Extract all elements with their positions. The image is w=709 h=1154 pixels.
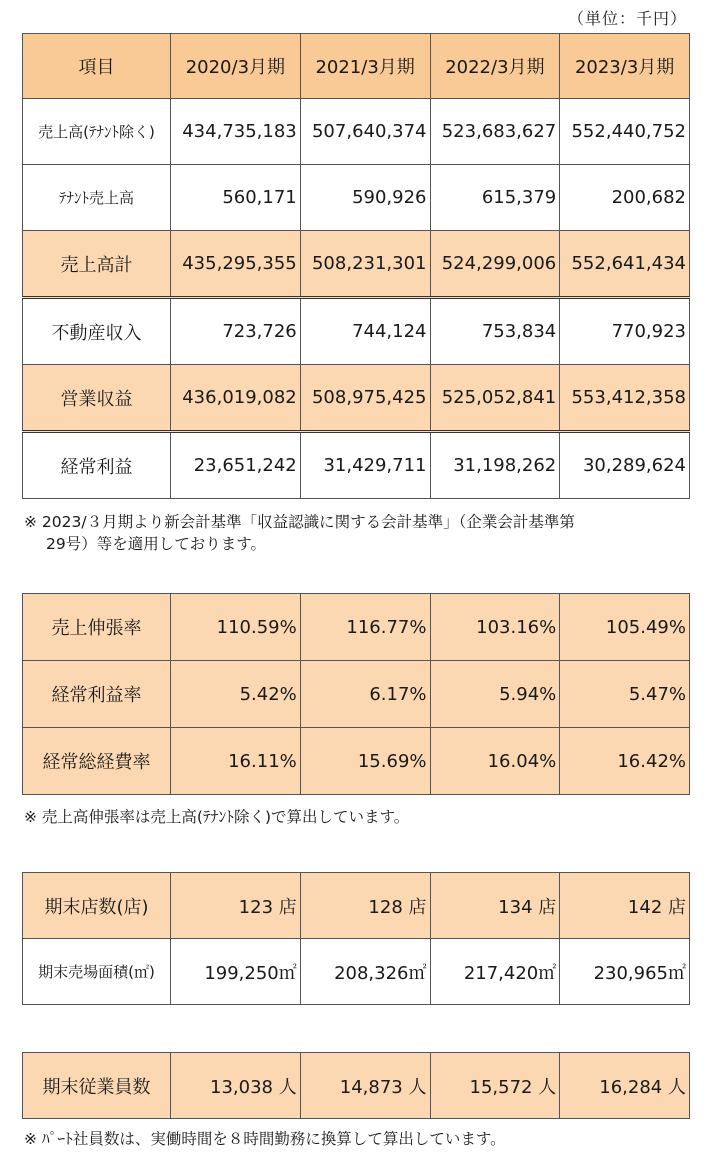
note-line: 29号）等を適用しております。 (46, 535, 266, 553)
cell-value: 230,965㎡ (560, 939, 690, 1005)
cell-value: 560,171 (171, 165, 301, 231)
cell-value: 525,052,841 (430, 365, 560, 432)
table-row (23, 365, 690, 432)
cell-value: 14,873 人 (300, 1053, 430, 1119)
cell-value: 123 店 (171, 873, 301, 939)
cell-value: 590,926 (300, 165, 430, 231)
cell-value: 508,975,425 (300, 365, 430, 432)
note-line: ※ 2023/３月期より新会計基準「収益認識に関する会計基準」（企業会計基準第 (24, 513, 575, 531)
cell-value: 16.04% (430, 728, 560, 795)
cell-value: 16,284 人 (560, 1053, 690, 1119)
cell-value: 615,379 (430, 165, 560, 231)
row-label: 売上伸張率 (23, 594, 171, 661)
header-year: 2023/3月期 (560, 34, 690, 99)
cell-value: 116.77% (300, 594, 430, 661)
cell-value: 110.59% (171, 594, 301, 661)
cell-value: 770,923 (560, 298, 690, 365)
table-row (23, 594, 690, 661)
cell-value: 16.42% (560, 728, 690, 795)
row-label: 期末店数(店) (23, 873, 171, 939)
cell-value: 15.69% (300, 728, 430, 795)
row-label: 期末売場面積(㎡) (23, 939, 171, 1005)
cell-value: 5.42% (171, 661, 301, 728)
table-row (23, 661, 690, 728)
cell-value: 523,683,627 (430, 99, 560, 165)
table-row (23, 99, 690, 165)
table-row (23, 1053, 690, 1119)
employee-table (22, 1052, 690, 1119)
cell-value: 200,682 (560, 165, 690, 231)
row-label: 経常利益 (23, 432, 171, 499)
header-year: 2021/3月期 (300, 34, 430, 99)
cell-value: 23,651,242 (171, 432, 301, 499)
row-label: ﾃﾅﾝﾄ売上高 (23, 165, 171, 231)
table-row (23, 231, 690, 298)
cell-value: 508,231,301 (300, 231, 430, 298)
cell-value: 128 店 (300, 873, 430, 939)
table-row (23, 873, 690, 939)
table-row (23, 432, 690, 499)
cell-value: 31,429,711 (300, 432, 430, 499)
table-row (23, 939, 690, 1005)
cell-value: 553,412,358 (560, 365, 690, 432)
store-table (22, 872, 690, 1005)
cell-value: 142 店 (560, 873, 690, 939)
cell-value: 103.16% (430, 594, 560, 661)
cell-value: 552,641,434 (560, 231, 690, 298)
header-item: 項目 (23, 34, 171, 99)
header-year: 2020/3月期 (171, 34, 301, 99)
row-label: 不動産収入 (23, 298, 171, 365)
cell-value: 30,289,624 (560, 432, 690, 499)
row-label: 期末従業員数 (23, 1053, 171, 1119)
row-label: 営業収益 (23, 365, 171, 432)
cell-value: 436,019,082 (171, 365, 301, 432)
cell-value: 552,440,752 (560, 99, 690, 165)
cell-value: 217,420㎡ (430, 939, 560, 1005)
cell-value: 13,038 人 (171, 1053, 301, 1119)
row-label: 経常総経費率 (23, 728, 171, 795)
accounting-standard-note (24, 511, 575, 555)
cell-value: 16.11% (171, 728, 301, 795)
cell-value: 744,124 (300, 298, 430, 365)
header-year: 2022/3月期 (430, 34, 560, 99)
cell-value: 208,326㎡ (300, 939, 430, 1005)
cell-value: 105.49% (560, 594, 690, 661)
cell-value: 6.17% (300, 661, 430, 728)
cell-value: 15,572 人 (430, 1053, 560, 1119)
table-row (23, 298, 690, 365)
row-label: 経常利益率 (23, 661, 171, 728)
cell-value: 723,726 (171, 298, 301, 365)
cell-value: 524,299,006 (430, 231, 560, 298)
cell-value: 434,735,183 (171, 99, 301, 165)
ratio-table (22, 593, 690, 795)
row-label: 売上高(ﾃﾅﾝﾄ除く) (23, 99, 171, 165)
table-row (23, 165, 690, 231)
cell-value: 199,250㎡ (171, 939, 301, 1005)
cell-value: 435,295,355 (171, 231, 301, 298)
table-row (23, 728, 690, 795)
cell-value: 507,640,374 (300, 99, 430, 165)
part-time-note: ※ ﾊﾟｰﾄ社員数は、実働時間を８時間勤務に換算して算出しています。 (24, 1130, 506, 1148)
cell-value: 134 店 (430, 873, 560, 939)
cell-value: 31,198,262 (430, 432, 560, 499)
table-header-row (23, 34, 690, 99)
cell-value: 753,834 (430, 298, 560, 365)
unit-label: （単位：千円） (567, 9, 687, 28)
cell-value: 5.47% (560, 661, 690, 728)
financial-table (22, 33, 690, 499)
cell-value: 5.94% (430, 661, 560, 728)
row-label: 売上高計 (23, 231, 171, 298)
growth-rate-note: ※ 売上高伸張率は売上高(ﾃﾅﾝﾄ除く)で算出しています。 (24, 808, 410, 826)
